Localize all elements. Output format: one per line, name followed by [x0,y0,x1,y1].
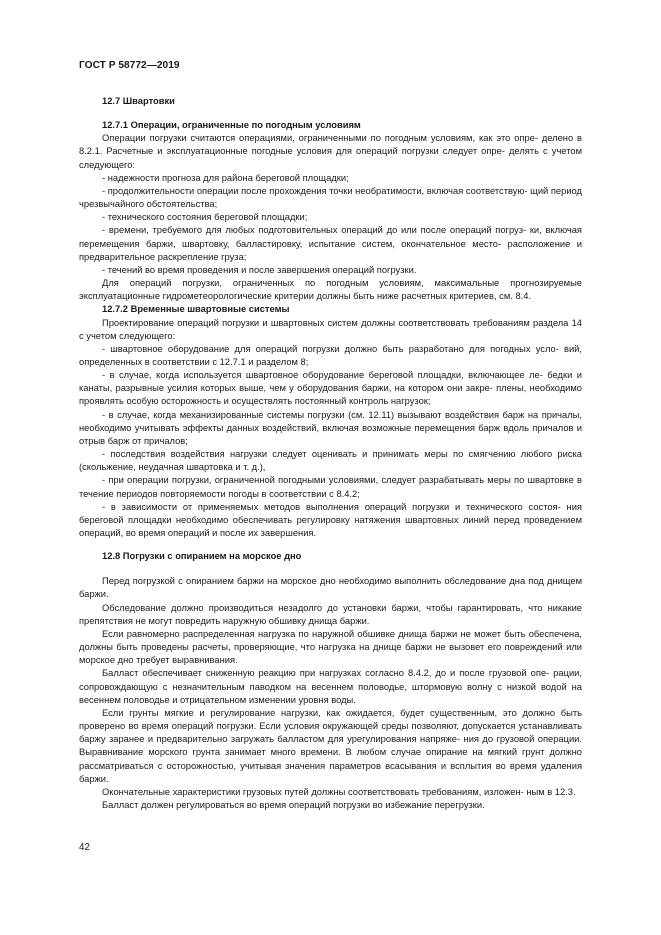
subsection-title-12-7-1: 12.7.1 Операции, ограниченные по погодным условиям [102,120,361,131]
paragraph: Перед погрузкой с опиранием баржи на морское дно необходимо выполнить обследование дна под днищем баржи. [79,576,582,600]
document-header: ГОСТ Р 58772—2019 [79,60,180,71]
list-item: - в случае, когда механизированные системы погрузки (см. 12.11) вызывают воздействия барж на причалы, необходимо учитывать эффекты данных воздействий, включая возможные перемещения барж вдоль причалов и отрыв барж от причалов; [79,409,582,446]
list-item: - при операции погрузки, ограниченной погодными условиями, следует разрабатывать меры по швартовке в течение периодов повторяемости погоды в соответствии с 8.4.2; [79,475,582,499]
paragraph: Балласт должен регулироваться во время операций погрузки во избежание перегрузки. [102,799,485,810]
paragraph: Обследование должно производиться незадолго до установки баржи, чтобы гарантировать, что никакие препятствия не могут повредить наружную обшивку днища баржи. [79,602,582,626]
list-item: - течений во время проведения и после завершения операций погрузки. [102,264,417,275]
subsection-title-12-7-2: 12.7.2 Временные швартовные системы [102,304,290,315]
list-item: - последствия воздействия нагрузки следует оценивать и принимать меры по смягчению любого риска (скольжение, неудачная швартовка и т. д.), [79,449,582,473]
list-item: - швартовное оборудование для операций погрузки должно быть разработано для погодных усло- вий, определенных в соответствии с 12.7.1 и разделом 8; [79,343,582,367]
list-item: - в случае, когда используется швартовное оборудование береговой площадки, включающее ле- бедки и канаты, разрывные усилия которых выше, чем у оборудования баржи, на котором они закре- плены, необходимо проявлять особую осторожность и осуществлять постоянный контроль нагрузок; [79,370,582,407]
document-body [79,93,582,812]
paragraph: Если равномерно распределенная нагрузка по наружной обшивке днища баржи не может быть обеспечена, должны быть проведены расчеты, проверяющие, что нагрузка на днище баржи не вызовет его повреждений или морское дно требует выравнивания. [79,628,582,666]
paragraph: Операции погрузки считаются операциями, ограниченными по погодным условиям, как это опре- делено в 8.2.1. Расчетные и эксплуатационные погодные условия для операций погрузки следует опре- делять с учетом следующего: [79,133,582,170]
list-item: - продолжительности операции после прохождения точки необратимости, включая соответствую- щий период чрезвычайного обстоятельства; [79,185,582,210]
list-item: - надежности прогноза для района береговой площадки; [102,172,349,183]
list-item: - технического состояния береговой площадки; [102,212,308,223]
list-item: - в зависимости от применяемых методов выполнения операций погрузки и технического состоя- ния береговой площадки необходимо обеспечивать регулировку натяжения швартовных линий перед проведением операций, во время операций и после их завершения. [79,501,582,538]
section-title-12-7: 12.7 Швартовки [102,96,175,106]
paragraph: Проектирование операций погрузки и швартовных систем должны соответствовать требованиям раздела 14 с учетом следующего: [79,317,582,341]
page-number: 42 [79,842,90,853]
paragraph: Если грунты мягкие и регулирование нагрузки, как ожидается, будет существенным, это должно быть проверено во время операций погрузки. Если условия окружающей среды позволяют, допускается устанавливать баржу заранее и предварительно загружать балластом для урегулирования напряже- ния до грузовой операции. Выравнивание морского грунта занимает много времени. В любом случае опирание на мягкий грунт должно рассматриваться с осторожностью, учитывая значения параметров всасывания и всплытия во время удаления баржи. [79,707,582,784]
list-item: - времени, требуемого для любых подготовительных операций до или после операций погруз- ки, включая перемещения баржи, швартовку, балластировку, испытание систем, окончательное место- расположение и предварительное раскрепление груза; [79,225,582,262]
paragraph: Для операций погрузки, ограниченных по погодным условиям, максимальные прогнозируемые эксплуатационные гидрометеорологические критерии должны быть ниже расчетных критериев, см. 8.4. [79,278,582,302]
paragraph: Окончательные характеристики грузовых путей должны соответствовать требованиям, изложен- ным в 12.3. [102,786,576,797]
section-title-12-8: 12.8 Погрузки с опиранием на морское дно [102,551,302,562]
paragraph: Балласт обеспечивает сниженную реакцию при нагрузках согласно 8.4.2, до и после грузовой опе- рации, сопровождающую с незначительным паводком на весеннем половодье, штормовую волну с низкой водой на весеннем половодье и отрицательном изменении уровня воды. [79,668,582,705]
